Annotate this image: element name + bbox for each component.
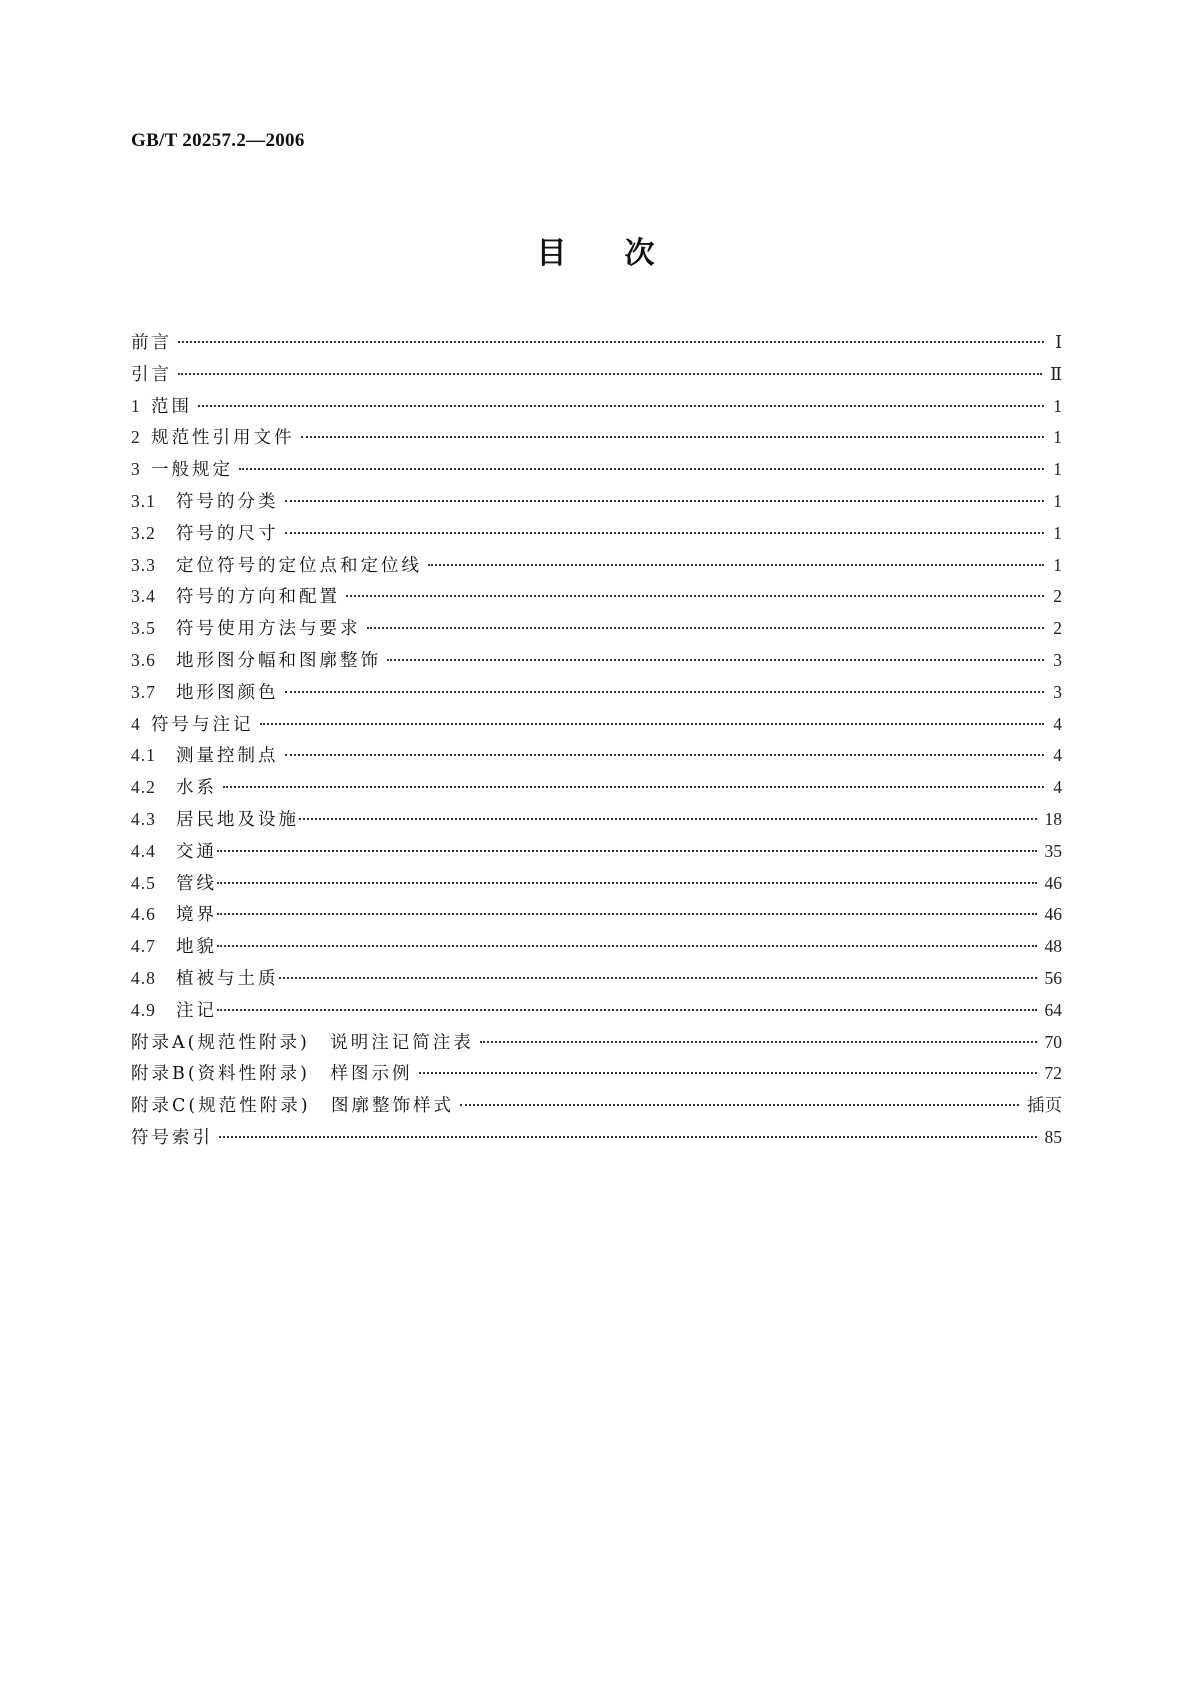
- toc-entry-title: 符号与注记: [151, 714, 254, 735]
- toc-entry[interactable]: [131, 1060, 1062, 1092]
- toc-entry-page: Ⅱ: [1050, 363, 1062, 384]
- toc-entry-title: 符号使用方法与要求: [176, 619, 361, 640]
- toc-entry-page: 72: [1044, 1063, 1062, 1084]
- toc-entry-page: 1: [1053, 522, 1062, 543]
- toc-entry[interactable]: [131, 615, 1062, 647]
- toc-entry[interactable]: [131, 965, 1062, 997]
- toc-entry-title: 符号的分类: [176, 491, 279, 512]
- toc-entry[interactable]: [131, 933, 1062, 965]
- dot-leader: [285, 500, 1045, 502]
- toc-entry-page: 70: [1044, 1031, 1062, 1052]
- toc-entry-page: 48: [1044, 936, 1062, 957]
- toc-entry-title: 符号索引: [131, 1127, 213, 1148]
- toc-entry[interactable]: [131, 1029, 1062, 1061]
- toc-entry-page: 2: [1053, 586, 1062, 607]
- dot-leader: [239, 468, 1044, 470]
- toc-entry-title: 交通: [176, 841, 217, 862]
- toc-entry-title: 定位符号的定位点和定位线: [176, 555, 422, 576]
- toc-entry-number: 3.6: [131, 649, 156, 670]
- toc-entry-number: 4.8: [131, 967, 156, 988]
- toc-entry[interactable]: [131, 520, 1062, 552]
- toc-entry-number: 4: [131, 713, 140, 734]
- toc-entry-page: 35: [1044, 840, 1062, 861]
- toc-entry-number: 3.5: [131, 618, 156, 639]
- toc-entry-title: 范围: [151, 396, 192, 417]
- toc-entry-number: 4.4: [131, 840, 156, 861]
- toc-entry[interactable]: [131, 552, 1062, 584]
- toc-entry-page: 4: [1053, 713, 1062, 734]
- dot-leader: [198, 405, 1044, 407]
- dot-leader: [279, 977, 1037, 979]
- toc-entry-number: 4.9: [131, 999, 156, 1020]
- page-title: 目次: [536, 236, 713, 271]
- toc-entry[interactable]: [131, 393, 1062, 425]
- toc-entry-title: 水系: [176, 778, 217, 799]
- dot-leader: [217, 850, 1037, 852]
- dot-leader: [178, 373, 1042, 375]
- toc-entry-number: 4.6: [131, 904, 156, 925]
- toc-entry-page: 1: [1053, 490, 1062, 511]
- toc-entry-page: 4: [1053, 745, 1062, 766]
- toc-entry-page: Ⅰ: [1055, 332, 1062, 352]
- toc-entry-number: 3: [131, 459, 140, 480]
- dot-leader: [217, 882, 1037, 884]
- toc-entry-number: 2: [131, 427, 140, 448]
- toc-entry[interactable]: [131, 329, 1062, 361]
- toc-entry-title: 地貌: [176, 937, 217, 958]
- toc-entry-title: 测量控制点: [176, 746, 279, 767]
- standard-code: GB/T 20257.2—2006: [131, 130, 305, 151]
- toc-entry[interactable]: [131, 488, 1062, 520]
- toc-entry[interactable]: [131, 711, 1062, 743]
- dot-leader: [428, 564, 1044, 566]
- toc-entry[interactable]: [131, 647, 1062, 679]
- toc-entry-title: 引言: [131, 364, 172, 385]
- toc-entry-number: 4.3: [131, 808, 156, 829]
- dot-leader: [178, 341, 1044, 343]
- toc-entry-page: 1: [1053, 459, 1062, 480]
- table-of-contents: [131, 329, 1062, 1156]
- toc-entry-title: 植被与土质: [176, 968, 279, 989]
- dot-leader: [223, 786, 1044, 788]
- toc-entry-page: 56: [1044, 967, 1062, 988]
- toc-entry-page: 插页: [1027, 1095, 1062, 1116]
- dot-leader: [480, 1041, 1037, 1043]
- toc-entry[interactable]: [131, 424, 1062, 456]
- toc-entry-page: 1: [1053, 554, 1062, 575]
- toc-entry[interactable]: [131, 583, 1062, 615]
- dot-leader: [346, 595, 1044, 597]
- toc-entry-number: 3.2: [131, 522, 156, 543]
- toc-entry-page: 1: [1053, 395, 1062, 416]
- dot-leader: [367, 627, 1045, 629]
- toc-entry-page: 64: [1044, 999, 1062, 1020]
- toc-entry-page: 2: [1053, 618, 1062, 639]
- toc-entry[interactable]: [131, 1124, 1062, 1156]
- toc-entry-title: 地形图分幅和图廓整饰: [176, 650, 381, 671]
- toc-entry-page: 4: [1053, 777, 1062, 798]
- toc-entry[interactable]: [131, 1092, 1062, 1124]
- toc-entry-number: 3.4: [131, 586, 156, 607]
- toc-entry[interactable]: [131, 456, 1062, 488]
- toc-entry-page: 46: [1044, 872, 1062, 893]
- toc-entry[interactable]: [131, 901, 1062, 933]
- toc-entry-number: 4.2: [131, 777, 156, 798]
- dot-leader: [301, 436, 1045, 438]
- toc-entry-number: 3.1: [131, 490, 156, 511]
- toc-entry-number: 4.1: [131, 745, 156, 766]
- toc-entry-page: 85: [1044, 1126, 1062, 1147]
- toc-entry-title: 附录B(资料性附录) 样图示例: [131, 1064, 413, 1085]
- toc-entry-title: 前言: [131, 333, 172, 353]
- toc-entry[interactable]: [131, 870, 1062, 902]
- toc-entry-page: 3: [1053, 649, 1062, 670]
- toc-entry-page: 3: [1053, 681, 1062, 702]
- toc-entry-title: 符号的尺寸: [176, 523, 279, 544]
- toc-entry[interactable]: [131, 774, 1062, 806]
- dot-leader: [217, 1009, 1037, 1011]
- toc-entry-title: 附录C(规范性附录) 图廓整饰样式: [131, 1096, 455, 1117]
- toc-entry-title: 一般规定: [151, 460, 233, 481]
- toc-entry[interactable]: [131, 997, 1062, 1029]
- dot-leader: [260, 723, 1045, 725]
- toc-entry-page: 18: [1044, 808, 1062, 829]
- dot-leader: [387, 659, 1044, 661]
- toc-entry[interactable]: [131, 679, 1062, 711]
- toc-entry-number: 4.5: [131, 872, 156, 893]
- toc-entry-number: 3.3: [131, 554, 156, 575]
- toc-entry-title: 规范性引用文件: [151, 428, 295, 449]
- dot-leader: [219, 1136, 1037, 1138]
- toc-entry[interactable]: [131, 806, 1062, 838]
- toc-entry[interactable]: [131, 742, 1062, 774]
- dot-leader: [285, 754, 1045, 756]
- dot-leader: [460, 1104, 1019, 1106]
- toc-entry[interactable]: [131, 361, 1062, 393]
- toc-entry[interactable]: [131, 838, 1062, 870]
- toc-entry-title: 注记: [176, 1000, 217, 1021]
- toc-entry-number: 3.7: [131, 681, 156, 702]
- dot-leader: [419, 1072, 1037, 1074]
- toc-entry-number: 4.7: [131, 936, 156, 957]
- toc-entry-title: 地形图颜色: [176, 682, 279, 703]
- dot-leader: [285, 691, 1045, 693]
- dot-leader: [217, 913, 1037, 915]
- toc-entry-number: 1: [131, 395, 140, 416]
- toc-entry-title: 符号的方向和配置: [176, 587, 340, 608]
- dot-leader: [285, 532, 1045, 534]
- toc-entry-title: 境界: [176, 905, 217, 926]
- toc-entry-page: 1: [1053, 427, 1062, 448]
- toc-entry-title: 附录A(规范性附录) 说明注记简注表: [131, 1032, 474, 1053]
- dot-leader: [299, 818, 1037, 820]
- toc-entry-title: 居民地及设施: [176, 809, 299, 830]
- toc-entry-page: 46: [1044, 904, 1062, 925]
- dot-leader: [217, 945, 1037, 947]
- toc-entry-title: 管线: [176, 873, 217, 894]
